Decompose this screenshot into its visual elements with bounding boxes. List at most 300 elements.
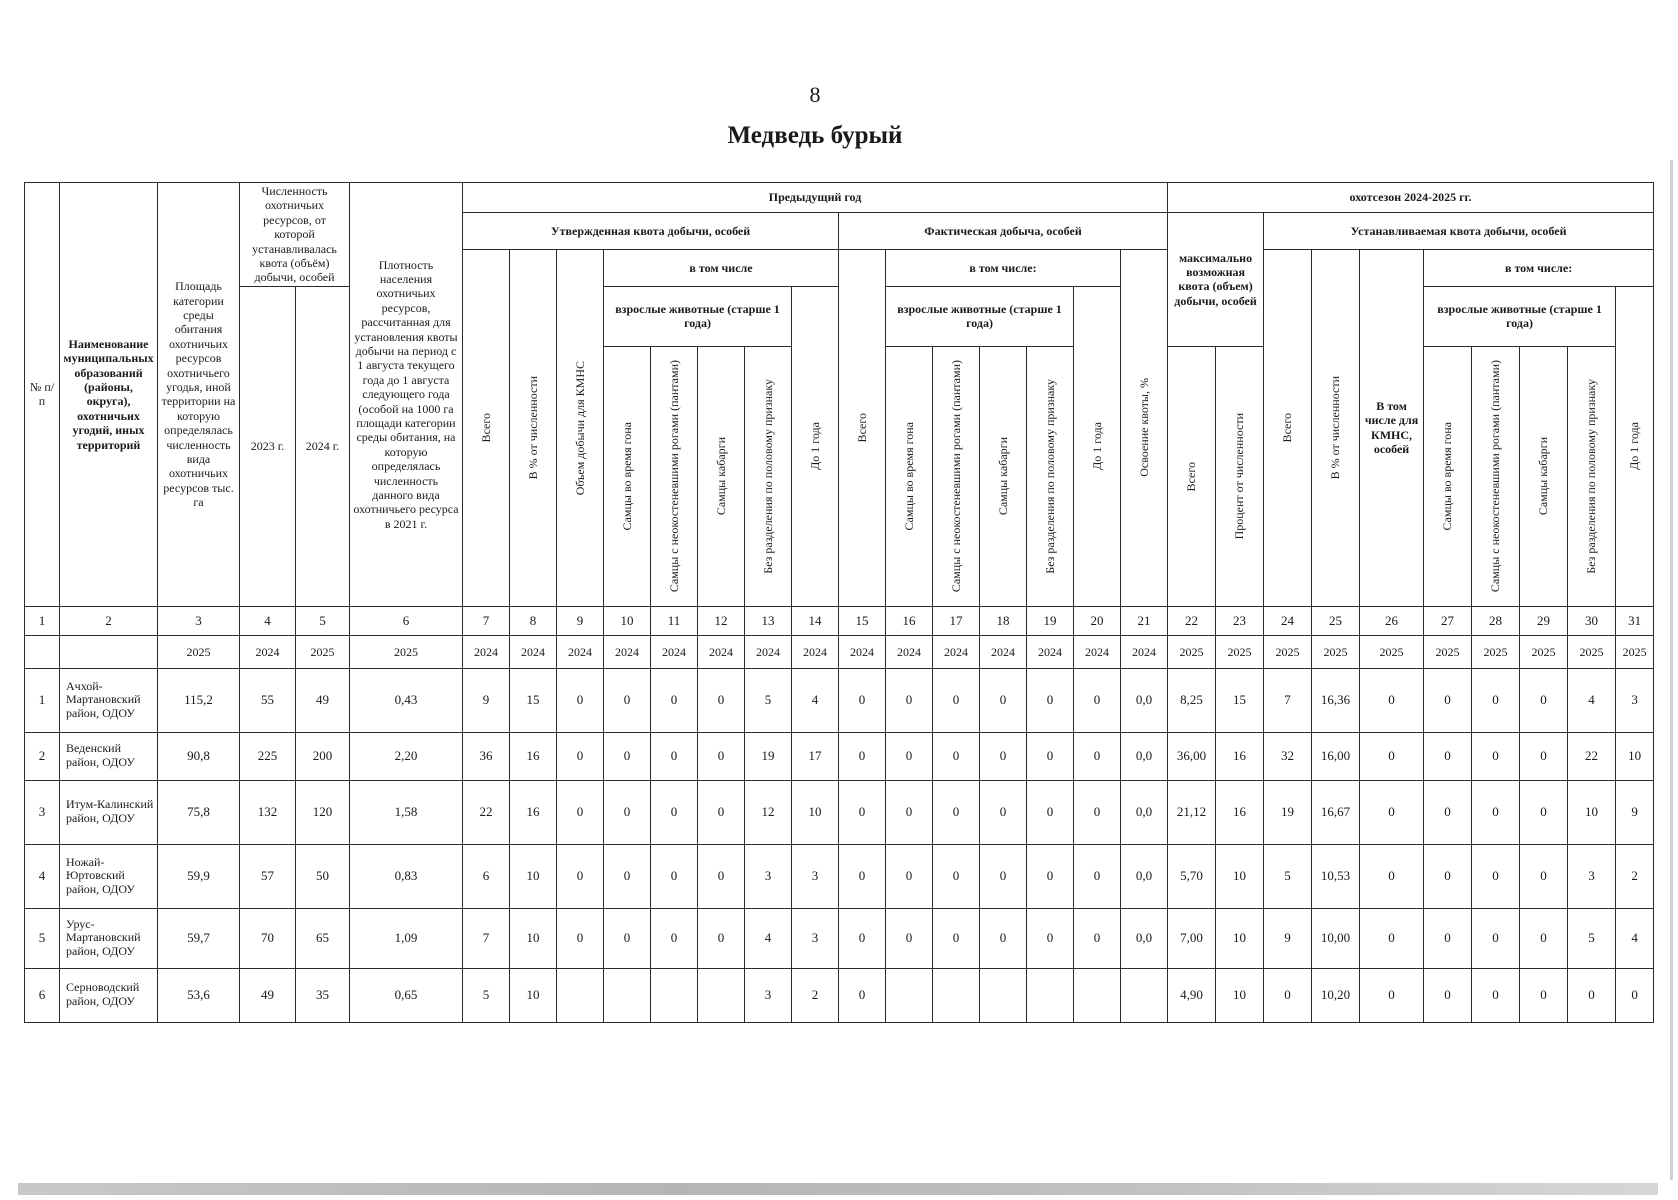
year-cell: 2024 <box>839 635 886 668</box>
table-cell: 0 <box>886 844 933 908</box>
header-year-2023: 2023 г. <box>240 286 296 606</box>
table-cell: 0 <box>1074 668 1121 732</box>
table-cell: 0 <box>557 780 604 844</box>
table-row <box>25 668 1654 732</box>
year-cell: 2025 <box>1168 635 1216 668</box>
table-cell: 16 <box>1216 780 1264 844</box>
year-cell: 2025 <box>1264 635 1312 668</box>
header-set-including: в том числе: <box>1424 249 1654 286</box>
table-cell: 10 <box>1616 732 1654 780</box>
table-cell: 6 <box>463 844 510 908</box>
table-cell: 9 <box>463 668 510 732</box>
year-cell: 2024 <box>1027 635 1074 668</box>
table-cell: 0 <box>1074 732 1121 780</box>
table-cell: 7,00 <box>1168 908 1216 968</box>
year-cell: 2025 <box>350 635 463 668</box>
table-cell: 0 <box>933 668 980 732</box>
table-cell: 0 <box>980 908 1027 968</box>
header-previous-year: Предыдущий год <box>463 183 1168 213</box>
year-cell: 2024 <box>557 635 604 668</box>
table-cell: 5 <box>1264 844 1312 908</box>
year-cell <box>60 635 158 668</box>
table-cell: 0 <box>698 908 745 968</box>
table-cell: 0 <box>886 668 933 732</box>
table-row <box>25 844 1654 908</box>
table-cell: 0 <box>1472 968 1520 1022</box>
table-cell: 0 <box>557 732 604 780</box>
table-cell: 15 <box>1216 668 1264 732</box>
table-cell: 0 <box>839 668 886 732</box>
table-cell: 4,90 <box>1168 968 1216 1022</box>
table-cell <box>604 968 651 1022</box>
table-cell: 4 <box>1616 908 1654 968</box>
column-number: 13 <box>745 606 792 635</box>
table-cell: 22 <box>463 780 510 844</box>
table-cell <box>1074 968 1121 1022</box>
header-actual-males-antlers: Самцы с неокостеневшими рогами (пантами) <box>933 346 980 606</box>
header-actual-males-rut: Самцы во время гона <box>886 346 933 606</box>
years-row <box>25 635 1654 668</box>
table-cell: 5 <box>463 968 510 1022</box>
header-actual-no-sex: Без разделения по половому признаку <box>1027 346 1074 606</box>
table-cell: 200 <box>296 732 350 780</box>
column-number: 4 <box>240 606 296 635</box>
table-cell: 132 <box>240 780 296 844</box>
year-cell: 2024 <box>792 635 839 668</box>
table-cell: 0 <box>1360 780 1424 844</box>
column-number: 14 <box>792 606 839 635</box>
table-cell: 1,58 <box>350 780 463 844</box>
table-cell: 10 <box>510 968 557 1022</box>
table-cell: 2 <box>25 732 60 780</box>
table-cell: 0,43 <box>350 668 463 732</box>
header-name: Наименование муниципальных образований (районы, округа), охотничьих угодий, иных территорий <box>60 183 158 607</box>
table-cell: 0 <box>1472 732 1520 780</box>
year-cell: 2025 <box>1520 635 1568 668</box>
table-cell <box>980 968 1027 1022</box>
table-cell: 49 <box>240 968 296 1022</box>
column-number: 19 <box>1027 606 1074 635</box>
table-cell: 21,12 <box>1168 780 1216 844</box>
table-cell: 10,20 <box>1312 968 1360 1022</box>
table-cell <box>933 968 980 1022</box>
table-cell: 0 <box>1472 668 1520 732</box>
table-row <box>25 908 1654 968</box>
header-set-kmns: В том числе для КМНС, особей <box>1360 249 1424 606</box>
column-number: 12 <box>698 606 745 635</box>
table-cell: 0,0 <box>1121 668 1168 732</box>
table-cell: 0 <box>1027 668 1074 732</box>
header-max-pct: Процент от численности <box>1216 346 1264 606</box>
table-cell: 10 <box>1216 908 1264 968</box>
header-approved-adults: взрослые животные (старше 1 года) <box>604 286 792 346</box>
table-body <box>25 668 1654 1022</box>
year-cell: 2024 <box>604 635 651 668</box>
table-cell: 0 <box>980 780 1027 844</box>
table-cell: 0 <box>1424 908 1472 968</box>
table-cell: 0 <box>886 780 933 844</box>
header-area: Площадь категории среды обитания охотничьих ресурсов охотничьего угодья, иной территории на которую определялась численность вида охотничьих ресурсов тыс. га <box>158 183 240 607</box>
table-cell: 0 <box>1568 968 1616 1022</box>
table-cell: 0 <box>1424 968 1472 1022</box>
table-cell: 32 <box>1264 732 1312 780</box>
table-cell: 0 <box>557 908 604 968</box>
table-cell: 0,65 <box>350 968 463 1022</box>
header-year-2024: 2024 г. <box>296 286 350 606</box>
table-cell: 0 <box>1472 908 1520 968</box>
table-cell: 70 <box>240 908 296 968</box>
table-cell: 10,00 <box>1312 908 1360 968</box>
quota-table <box>24 182 1654 1023</box>
table-cell: 10 <box>1216 844 1264 908</box>
table-cell: 57 <box>240 844 296 908</box>
table-cell: 0 <box>651 668 698 732</box>
year-cell <box>25 635 60 668</box>
column-number: 7 <box>463 606 510 635</box>
table-cell: 2 <box>792 968 839 1022</box>
header-approved-no-sex: Без разделения по половому признаку <box>745 346 792 606</box>
table-cell: 59,7 <box>158 908 240 968</box>
table-cell: 0 <box>933 844 980 908</box>
column-number: 30 <box>1568 606 1616 635</box>
year-cell: 2025 <box>158 635 240 668</box>
table-cell: 0 <box>839 908 886 968</box>
table-cell: 6 <box>25 968 60 1022</box>
table-cell: 0 <box>698 844 745 908</box>
table-cell: 36,00 <box>1168 732 1216 780</box>
table-cell <box>698 968 745 1022</box>
table-cell: 0 <box>1360 844 1424 908</box>
header-set-adults: взрослые животные (старше 1 года) <box>1424 286 1616 346</box>
header-actual-under1: До 1 года <box>1074 286 1121 606</box>
table-cell: 4 <box>745 908 792 968</box>
column-number: 6 <box>350 606 463 635</box>
table-cell: 0 <box>1074 780 1121 844</box>
table-cell: 50 <box>296 844 350 908</box>
table-cell: 5 <box>1568 908 1616 968</box>
table-cell: 0 <box>1027 732 1074 780</box>
column-number: 10 <box>604 606 651 635</box>
table-cell: 0 <box>1520 668 1568 732</box>
table-row <box>25 968 1654 1022</box>
table-cell: 36 <box>463 732 510 780</box>
table-cell: 10 <box>792 780 839 844</box>
header-set-quota: Устанавливаемая квота добычи, особей <box>1264 213 1654 250</box>
year-cell: 2024 <box>886 635 933 668</box>
table-cell: 10 <box>510 908 557 968</box>
header-approved-males-rut: Самцы во время гона <box>604 346 651 606</box>
table-cell: 10,53 <box>1312 844 1360 908</box>
table-cell: 0,0 <box>1121 908 1168 968</box>
table-cell <box>651 968 698 1022</box>
table-cell: 22 <box>1568 732 1616 780</box>
table-cell: 120 <box>296 780 350 844</box>
header-actual-including: в том числе: <box>886 249 1121 286</box>
table-cell: 0 <box>1027 780 1074 844</box>
table-cell: 0 <box>604 844 651 908</box>
table-cell: 16 <box>1216 732 1264 780</box>
header-max-quota: максимально возможная квота (объем) добычи, особей <box>1168 213 1264 347</box>
year-cell: 2025 <box>1616 635 1654 668</box>
header-approved-quota: Утвержденная квота добычи, особей <box>463 213 839 250</box>
table-cell: 0 <box>698 780 745 844</box>
table-cell: 0 <box>839 844 886 908</box>
table-cell: 0 <box>980 732 1027 780</box>
year-cell: 2025 <box>296 635 350 668</box>
table-cell: 4 <box>792 668 839 732</box>
table-cell <box>1027 968 1074 1022</box>
header-set-males-antlers: Самцы с неокостеневшими рогами (пантами) <box>1472 346 1520 606</box>
table-cell: 2 <box>1616 844 1654 908</box>
table-cell: 0 <box>980 668 1027 732</box>
table-cell: 0 <box>1616 968 1654 1022</box>
table-cell: 1 <box>25 668 60 732</box>
table-cell: 16 <box>510 732 557 780</box>
table-cell: 7 <box>463 908 510 968</box>
header-set-under1: До 1 года <box>1616 286 1654 606</box>
table-cell: 0 <box>557 844 604 908</box>
scan-edge <box>1670 160 1673 1180</box>
scan-shadow-bar <box>18 1183 1658 1195</box>
header-approved-total: Всего <box>463 249 510 606</box>
table-cell: 53,6 <box>158 968 240 1022</box>
header-approved-including: в том числе <box>604 249 839 286</box>
table-cell: 55 <box>240 668 296 732</box>
table-cell: 0 <box>1424 732 1472 780</box>
district-name-cell: Ачхой-Мартановский район, ОДОУ <box>60 668 158 732</box>
table-row <box>25 732 1654 780</box>
table-cell: 0 <box>980 844 1027 908</box>
table-cell <box>886 968 933 1022</box>
table-cell: 0 <box>839 968 886 1022</box>
year-cell: 2025 <box>1312 635 1360 668</box>
district-name-cell: Ножай-Юртовский район, ОДОУ <box>60 844 158 908</box>
header-set-total: Всего <box>1264 249 1312 606</box>
table-cell: 16,00 <box>1312 732 1360 780</box>
column-number: 9 <box>557 606 604 635</box>
year-cell: 2024 <box>698 635 745 668</box>
header-density: Плотность населения охотничьих ресурсов, рассчитанная для установления квоты добычи на период с 1 августа текущего года до 1 августа следующего года (особой на 1000 га площади категории среды обитания, на которую определялась численность данного вида охотничьего ресурса в 2021 г. <box>350 183 463 607</box>
header-approved-under1: До 1 года <box>792 286 839 606</box>
table-cell: 8,25 <box>1168 668 1216 732</box>
table-cell: 0 <box>1360 968 1424 1022</box>
table-cell: 0 <box>1074 844 1121 908</box>
table-cell: 3 <box>1616 668 1654 732</box>
table-cell: 15 <box>510 668 557 732</box>
header-actual-total: Всего <box>839 249 886 606</box>
table-cell: 3 <box>792 844 839 908</box>
table-cell: 10 <box>510 844 557 908</box>
table-cell: 115,2 <box>158 668 240 732</box>
table-row <box>25 780 1654 844</box>
header-season: охотсезон 2024-2025 гг. <box>1168 183 1654 213</box>
year-cell: 2024 <box>463 635 510 668</box>
column-number: 20 <box>1074 606 1121 635</box>
year-cell: 2024 <box>1074 635 1121 668</box>
table-cell: 4 <box>1568 668 1616 732</box>
table-cell: 49 <box>296 668 350 732</box>
district-name-cell: Серноводский район, ОДОУ <box>60 968 158 1022</box>
table-cell: 10 <box>1568 780 1616 844</box>
table-cell: 75,8 <box>158 780 240 844</box>
header-approved-kmns: Объем добычи для КМНС <box>557 249 604 606</box>
table-cell: 0 <box>1472 780 1520 844</box>
header-set-males-rut: Самцы во время гона <box>1424 346 1472 606</box>
header-set-no-sex: Без разделения по половому признаку <box>1568 346 1616 606</box>
table-cell: 0 <box>933 780 980 844</box>
district-name-cell: Итум-Калинский район, ОДОУ <box>60 780 158 844</box>
column-number: 3 <box>158 606 240 635</box>
table-cell: 0 <box>651 844 698 908</box>
table-cell: 0 <box>1520 732 1568 780</box>
column-numbers-row <box>25 606 1654 635</box>
header-approved-males-antlers: Самцы с неокостеневшими рогами (пантами) <box>651 346 698 606</box>
column-number: 31 <box>1616 606 1654 635</box>
table-cell: 0 <box>698 732 745 780</box>
table-cell: 0 <box>1424 780 1472 844</box>
table-cell: 0 <box>651 780 698 844</box>
table-cell: 0 <box>1027 844 1074 908</box>
table-cell: 12 <box>745 780 792 844</box>
table-cell: 0 <box>933 732 980 780</box>
year-cell: 2025 <box>1472 635 1520 668</box>
column-number: 16 <box>886 606 933 635</box>
table-cell: 0 <box>1074 908 1121 968</box>
table-cell: 0,0 <box>1121 844 1168 908</box>
table-cell: 0 <box>839 780 886 844</box>
table-cell: 90,8 <box>158 732 240 780</box>
table-cell: 9 <box>1616 780 1654 844</box>
table-cell: 0 <box>604 908 651 968</box>
header-actual-males-musk: Самцы кабарги <box>980 346 1027 606</box>
year-cell: 2024 <box>240 635 296 668</box>
table-cell <box>557 968 604 1022</box>
table-cell: 0 <box>1360 668 1424 732</box>
year-cell: 2024 <box>745 635 792 668</box>
table-cell: 7 <box>1264 668 1312 732</box>
table-cell: 3 <box>1568 844 1616 908</box>
table-cell: 3 <box>745 844 792 908</box>
table-cell <box>1121 968 1168 1022</box>
table-cell: 17 <box>792 732 839 780</box>
table-cell: 0 <box>604 780 651 844</box>
table-cell: 0 <box>1360 908 1424 968</box>
table-cell: 0 <box>1424 844 1472 908</box>
year-cell: 2025 <box>1216 635 1264 668</box>
table-cell: 0 <box>839 732 886 780</box>
table-cell: 0 <box>651 908 698 968</box>
table-cell: 0 <box>651 732 698 780</box>
table-cell: 0,0 <box>1121 732 1168 780</box>
header-max-total: Всего <box>1168 346 1216 606</box>
table-cell: 0 <box>1027 908 1074 968</box>
table-cell: 16 <box>510 780 557 844</box>
header-approved-males-musk: Самцы кабарги <box>698 346 745 606</box>
table-cell: 0 <box>604 732 651 780</box>
table-cell: 0 <box>1520 780 1568 844</box>
table-cell: 0 <box>1360 732 1424 780</box>
table-cell: 2,20 <box>350 732 463 780</box>
table-cell: 9 <box>1264 908 1312 968</box>
header-set-pct: В % от численности <box>1312 249 1360 606</box>
district-name-cell: Урус-Мартановский район, ОДОУ <box>60 908 158 968</box>
column-number: 28 <box>1472 606 1520 635</box>
table-cell: 0,0 <box>1121 780 1168 844</box>
header-num: № п/п <box>25 183 60 607</box>
table-cell: 3 <box>745 968 792 1022</box>
page-number: 8 <box>809 82 821 107</box>
column-number: 26 <box>1360 606 1424 635</box>
year-cell: 2024 <box>980 635 1027 668</box>
table-cell: 0 <box>1520 908 1568 968</box>
table-cell: 5 <box>745 668 792 732</box>
table-cell: 0 <box>933 908 980 968</box>
table-cell: 65 <box>296 908 350 968</box>
table-cell: 0 <box>1264 968 1312 1022</box>
column-number: 24 <box>1264 606 1312 635</box>
table-cell: 3 <box>25 780 60 844</box>
column-number: 21 <box>1121 606 1168 635</box>
table-cell: 4 <box>25 844 60 908</box>
table-cell: 0 <box>1520 844 1568 908</box>
table-cell: 0 <box>604 668 651 732</box>
table-cell: 10 <box>1216 968 1264 1022</box>
document-title: Медведь бурый <box>727 122 903 149</box>
year-cell: 2025 <box>1360 635 1424 668</box>
table-cell: 19 <box>745 732 792 780</box>
header-set-males-musk: Самцы кабарги <box>1520 346 1568 606</box>
table-cell: 5,70 <box>1168 844 1216 908</box>
column-number: 15 <box>839 606 886 635</box>
year-cell: 2024 <box>510 635 557 668</box>
year-cell: 2025 <box>1568 635 1616 668</box>
column-number: 17 <box>933 606 980 635</box>
column-number: 2 <box>60 606 158 635</box>
year-cell: 2024 <box>651 635 698 668</box>
header-approved-pct: В % от численности <box>510 249 557 606</box>
column-number: 25 <box>1312 606 1360 635</box>
table-cell: 0,83 <box>350 844 463 908</box>
table-cell: 0 <box>1424 668 1472 732</box>
table-cell: 3 <box>792 908 839 968</box>
table-cell: 0 <box>1472 844 1520 908</box>
column-number: 23 <box>1216 606 1264 635</box>
table-cell: 1,09 <box>350 908 463 968</box>
header-population: Численность охотничьих ресурсов, от которой устанавливалась квота (объём) добычи, особей <box>240 183 350 287</box>
column-number: 29 <box>1520 606 1568 635</box>
table-cell: 5 <box>25 908 60 968</box>
column-number: 11 <box>651 606 698 635</box>
table-cell: 16,67 <box>1312 780 1360 844</box>
district-name-cell: Веденский район, ОДОУ <box>60 732 158 780</box>
header-quota-use: Освоение квоты, % <box>1121 249 1168 606</box>
table-cell: 19 <box>1264 780 1312 844</box>
year-cell: 2024 <box>933 635 980 668</box>
column-number: 5 <box>296 606 350 635</box>
table-cell: 0 <box>698 668 745 732</box>
table-cell: 225 <box>240 732 296 780</box>
column-number: 8 <box>510 606 557 635</box>
column-number: 27 <box>1424 606 1472 635</box>
column-number: 22 <box>1168 606 1216 635</box>
table-cell: 16,36 <box>1312 668 1360 732</box>
header-actual-adults: взрослые животные (старше 1 года) <box>886 286 1074 346</box>
column-number: 1 <box>25 606 60 635</box>
column-number: 18 <box>980 606 1027 635</box>
table-cell: 0 <box>1520 968 1568 1022</box>
year-cell: 2025 <box>1424 635 1472 668</box>
year-cell: 2024 <box>1121 635 1168 668</box>
